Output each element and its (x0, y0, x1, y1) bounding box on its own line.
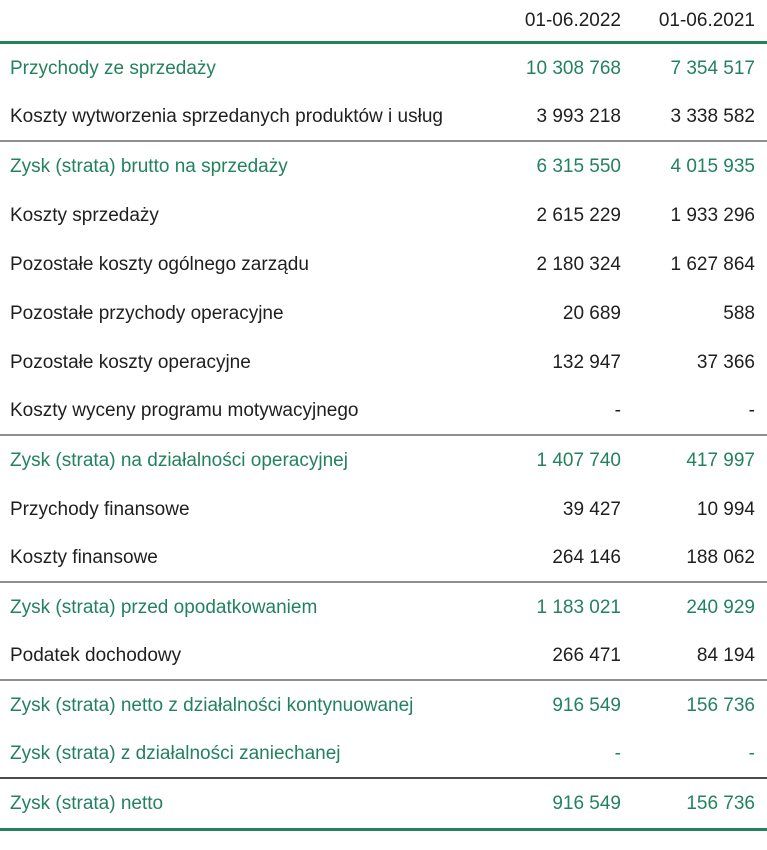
table-row (0, 44, 767, 93)
table-header-row (0, 0, 767, 44)
row-label: Zysk (strata) przed opodatkowaniem (10, 596, 318, 618)
row-value-2022: 264 146 (552, 546, 621, 568)
row-value-2021: 156 736 (686, 694, 755, 716)
row-value-2022: 2 615 229 (536, 204, 621, 226)
row-label: Pozostałe koszty operacyjne (10, 351, 251, 373)
row-value-2021: 3 338 582 (670, 105, 755, 127)
table-row (0, 583, 767, 632)
table-row (0, 240, 767, 289)
row-label: Zysk (strata) brutto na sprzedaży (10, 155, 288, 177)
row-label: Koszty wyceny programu motywacyjnego (10, 399, 359, 421)
row-value-2021: 4 015 935 (670, 155, 755, 177)
row-value-2021: 84 194 (696, 644, 755, 666)
table-row (0, 191, 767, 240)
row-value-2021: 240 929 (686, 596, 755, 618)
table-row (0, 93, 767, 142)
table-row (0, 632, 767, 681)
row-value-2022: 132 947 (552, 351, 621, 373)
row-value-2021: 37 366 (696, 351, 755, 373)
row-value-2021: 1 627 864 (670, 253, 755, 275)
table-row (0, 142, 767, 191)
row-value-2021: - (748, 399, 755, 421)
row-value-2021: 10 994 (696, 498, 755, 520)
row-label: Przychody finansowe (10, 498, 190, 520)
row-value-2022: 20 689 (562, 302, 621, 324)
row-value-2021: 156 736 (686, 792, 755, 814)
table-row (0, 681, 767, 730)
row-value-2022: 266 471 (552, 644, 621, 666)
table-row (0, 534, 767, 583)
table-row (0, 387, 767, 436)
row-value-2021: 7 354 517 (670, 57, 755, 79)
row-value-2022: 3 993 218 (536, 105, 621, 127)
table-row (0, 730, 767, 779)
row-label: Zysk (strata) z działalności zaniechanej (10, 742, 341, 764)
row-value-2022: - (614, 399, 621, 421)
row-label: Pozostałe koszty ogólnego zarządu (10, 253, 309, 275)
row-value-2022: 6 315 550 (536, 155, 621, 177)
row-label: Podatek dochodowy (10, 644, 182, 666)
column-header-2021: 01-06.2021 (658, 9, 755, 31)
row-value-2022: 916 549 (552, 694, 621, 716)
row-value-2022: - (614, 742, 621, 764)
row-value-2022: 10 308 768 (525, 57, 621, 79)
row-value-2021: 188 062 (686, 546, 755, 568)
row-label: Przychody ze sprzedaży (10, 57, 216, 79)
row-value-2022: 916 549 (552, 792, 621, 814)
row-label: Koszty wytworzenia sprzedanych produktów i usług (10, 105, 443, 127)
table-row (0, 338, 767, 387)
row-value-2021: 1 933 296 (670, 204, 755, 226)
row-label: Koszty finansowe (10, 546, 158, 568)
row-label: Pozostałe przychody operacyjne (10, 302, 284, 324)
row-label: Zysk (strata) netto (10, 792, 164, 814)
table-row (0, 436, 767, 485)
row-value-2022: 2 180 324 (536, 253, 621, 275)
row-value-2022: 1 407 740 (536, 449, 621, 471)
row-value-2022: 39 427 (562, 498, 621, 520)
row-label: Koszty sprzedaży (10, 204, 159, 226)
row-label: Zysk (strata) netto z działalności kontynuowanej (10, 694, 414, 716)
table-row (0, 289, 767, 338)
row-value-2021: - (748, 742, 755, 764)
table-row (0, 485, 767, 534)
table-row (0, 779, 767, 828)
row-value-2021: 588 (723, 302, 755, 324)
column-header-2022: 01-06.2022 (524, 9, 621, 31)
table-body (0, 44, 767, 828)
row-value-2021: 417 997 (686, 449, 755, 471)
row-label: Zysk (strata) na działalności operacyjnej (10, 449, 348, 471)
row-value-2022: 1 183 021 (536, 596, 621, 618)
